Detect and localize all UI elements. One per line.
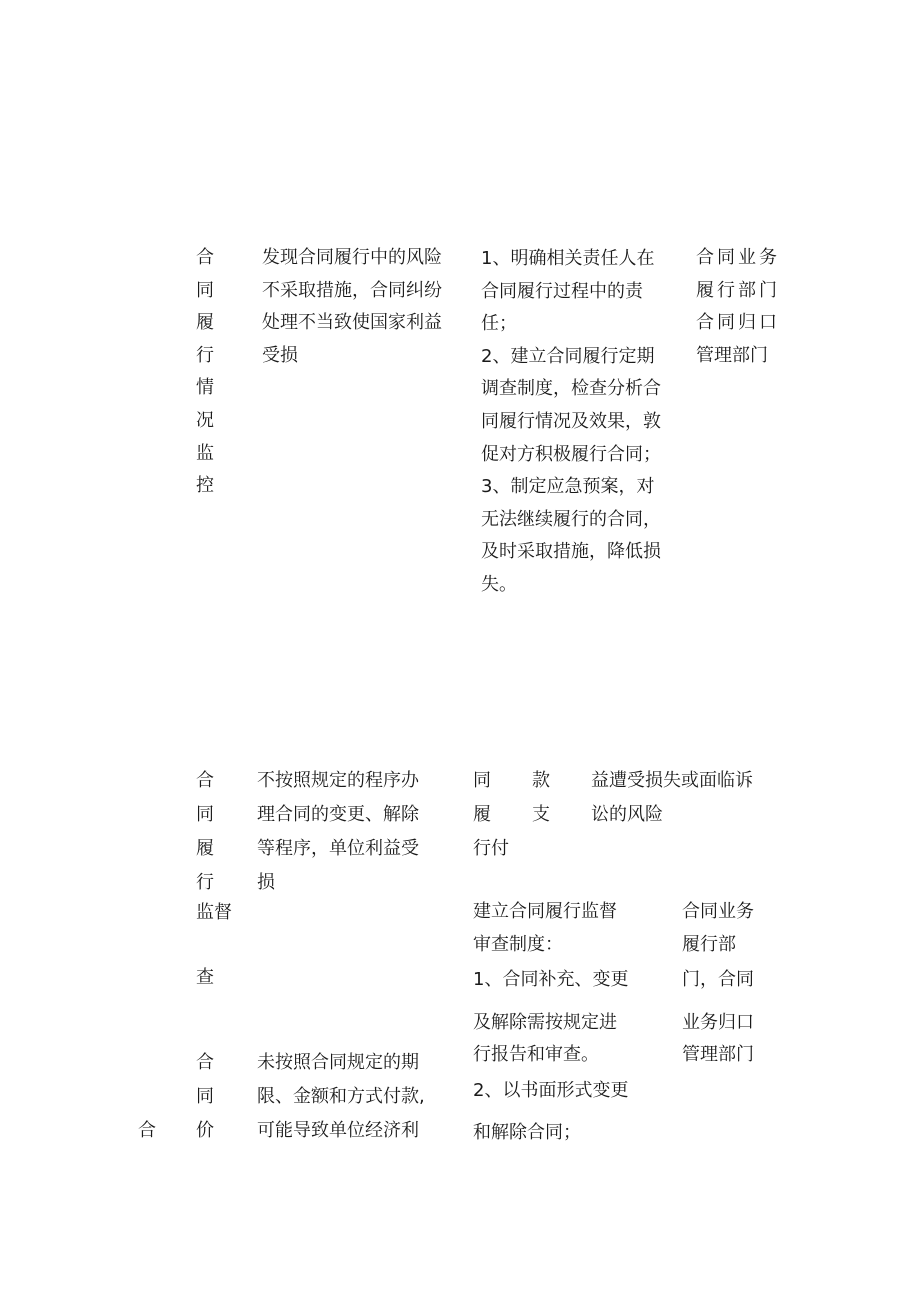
section3-item-char: 价: [196, 1120, 214, 1141]
section2-item-char: 同: [196, 804, 214, 825]
section3-risk-line: 未按照合同规定的期: [257, 1052, 419, 1073]
section1-control-line: 促对方积极履行合同；: [481, 443, 661, 465]
section3-risk-line: 可能导致单位经济利: [257, 1120, 419, 1141]
section1-item-char: 行: [196, 344, 214, 366]
section1-item-char: 控: [196, 475, 214, 497]
section3-item-char: 合: [196, 1052, 214, 1073]
section2-fragment-line: 讼的风险: [591, 804, 663, 825]
section2-risk-line: 等程序，单位利益受: [257, 838, 419, 859]
section1-control-line: 3、制定应急预案，对: [481, 476, 655, 498]
section2-dept-line: 门，合同: [682, 969, 754, 990]
section2-fragment-char: 行付: [473, 838, 509, 859]
section1-control-line: 无法继续履行的合同，: [481, 508, 661, 530]
section2-control-line: 1、合同补充、变更: [473, 969, 629, 990]
section2-dept-line: 管理部门: [682, 1044, 754, 1065]
section1-control-line: 合同履行过程中的责: [481, 280, 643, 302]
section2-dept-line: 业务归口: [682, 1012, 754, 1033]
section2-item-char: 合: [196, 770, 214, 791]
section1-control-line: 失。: [481, 573, 517, 595]
section1-risk-line: 不采取措施，合同纠纷: [262, 279, 442, 301]
section2-item-column: [196, 770, 214, 906]
section2-risk-line: 不按照规定的程序办: [257, 770, 419, 791]
section2-fragment-risk: [591, 770, 753, 838]
section2-control-line: 行报告和审查。: [473, 1044, 599, 1065]
section1-control-line: 及时采取措施，降低损: [481, 541, 661, 563]
section2-fragment-col-a: [473, 770, 509, 872]
section1-item-char: 情: [196, 377, 214, 399]
section2-fragment-char: 履: [473, 804, 491, 825]
section2-control-line: 及解除需按规定进: [473, 1012, 617, 1033]
section1-item-char: 同: [196, 279, 214, 301]
section3-risk-line: 限、金额和方式付款,: [257, 1086, 425, 1107]
section3-item-char: 同: [196, 1086, 214, 1107]
section1-item-char: 况: [196, 409, 214, 431]
section2-dept-line: 合同业务: [682, 901, 754, 922]
section2-risk-column: [257, 770, 419, 906]
section2-control-line: 审查制度：: [473, 934, 563, 955]
section2-item-tail: 查: [196, 967, 214, 988]
section2-control-line: 和解除合同；: [473, 1122, 581, 1143]
section1-control-line: 2、建立合同履行定期: [481, 345, 655, 367]
section2-dept-line: 履行部: [682, 934, 736, 955]
section2-item-tail: 监督: [196, 902, 232, 923]
section1-dept-line: 合同归口: [696, 312, 780, 334]
section1-risk-line: 处理不当致使国家利益: [262, 312, 442, 334]
section1-risk-line: 发现合同履行中的风险: [262, 247, 442, 268]
section2-risk-line: 理合同的变更、解除: [257, 804, 419, 825]
section1-control-line: 同履行情况及效果，敦: [481, 410, 661, 432]
section2-risk-line: 损: [257, 872, 275, 893]
section2-item-char: 行: [196, 872, 214, 893]
section1-dept-column: [696, 247, 780, 377]
section2-fragment-char: 款: [532, 770, 550, 791]
section1-control-line: 任；: [481, 313, 517, 335]
section1-control-line: 1、明确相关责任人在: [481, 248, 655, 269]
section2-fragment-line: 益遭受损失或面临诉: [591, 770, 753, 791]
section2-control-line: 建立合同履行监督: [473, 901, 617, 922]
section1-control-column: [481, 248, 661, 607]
section2-control-line: 2、以书面形式变更: [473, 1080, 629, 1101]
section1-control-line: 调查制度，检查分析合: [481, 378, 661, 400]
section1-item-char: 合: [196, 247, 214, 268]
section2-item-char: 履: [196, 838, 214, 859]
section1-risk-column: [262, 247, 442, 377]
section2-fragment-col-b: [532, 770, 550, 838]
section1-dept-line: 管理部门: [696, 344, 768, 366]
section2-fragment-char: 支: [532, 804, 550, 825]
section1-item-column: [196, 247, 214, 508]
section1-dept-line: 合同业务: [696, 247, 780, 268]
section1-risk-line: 受损: [262, 344, 298, 366]
section3-side-char: 合: [138, 1120, 156, 1141]
section1-item-char: 监: [196, 442, 214, 464]
section1-item-char: 履: [196, 312, 214, 334]
section2-fragment-char: 同: [473, 770, 491, 791]
section1-dept-line: 履行部门: [696, 279, 780, 301]
